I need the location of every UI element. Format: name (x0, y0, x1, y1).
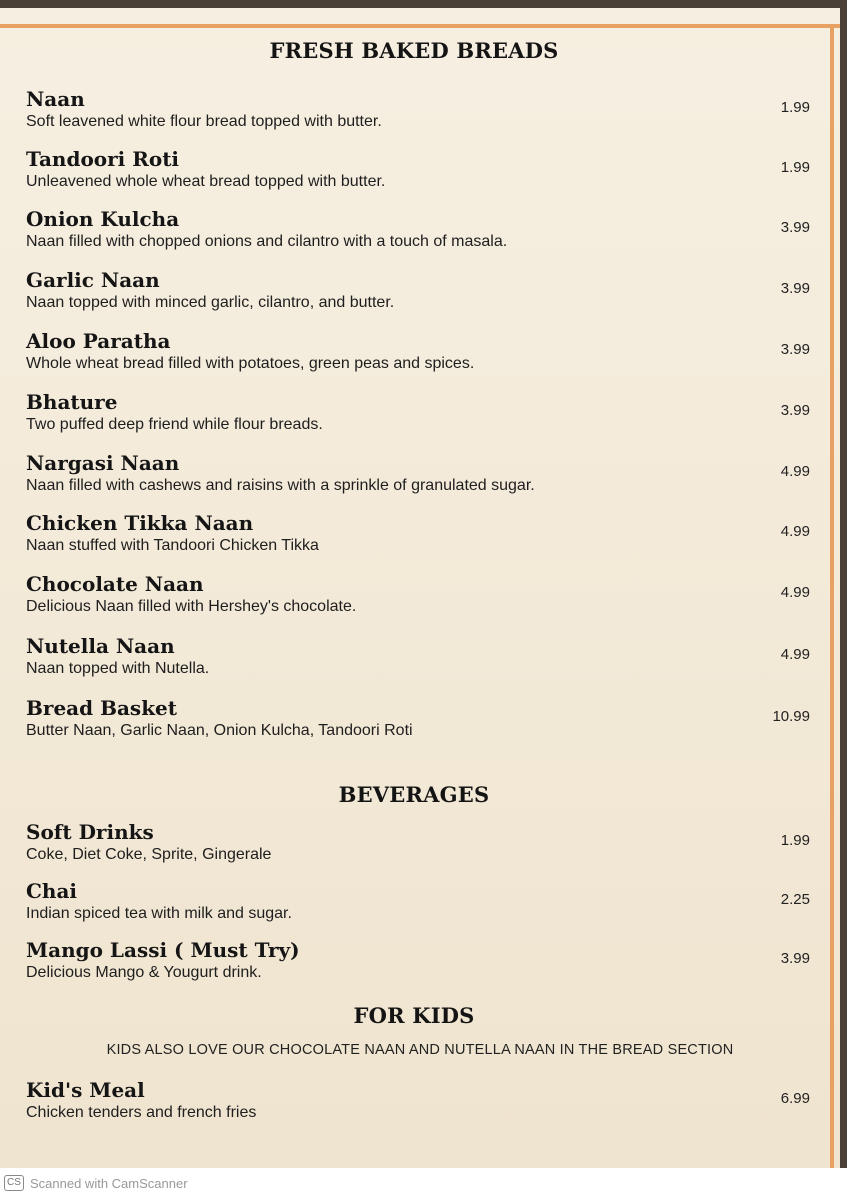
scanner-watermark-text: Scanned with CamScanner (30, 1176, 188, 1191)
menu-item (0, 390, 828, 450)
item-description: Naan topped with Nutella. (26, 660, 210, 677)
menu-item (0, 207, 828, 267)
item-description: Delicious Naan filled with Hershey's chocolate. (26, 598, 357, 615)
kids-note: KIDS ALSO LOVE OUR CHOCOLATE NAAN AND NUTELLA NAAN IN THE BREAD SECTION (106, 1042, 734, 1058)
item-price: 4.99 (780, 463, 810, 480)
item-description: Indian spiced tea with milk and sugar. (26, 905, 292, 922)
item-price: 4.99 (780, 584, 810, 601)
item-description: Whole wheat bread filled with potatoes, green peas and spices. (26, 355, 475, 372)
item-description: Naan filled with chopped onions and cilantro with a touch of masala. (26, 233, 508, 250)
item-name: Garlic Naan (26, 268, 160, 292)
item-name: Onion Kulcha (26, 207, 180, 231)
item-description: Naan stuffed with Tandoori Chicken Tikka (26, 537, 319, 554)
item-name: Chocolate Naan (26, 572, 204, 596)
menu-item (0, 451, 828, 511)
item-description: Two puffed deep friend while flour breads. (26, 416, 323, 433)
item-name: Chicken Tikka Naan (26, 511, 254, 535)
menu-item (0, 268, 828, 328)
item-name: Naan (26, 87, 85, 111)
item-price: 6.99 (780, 1090, 810, 1107)
item-name: Aloo Paratha (26, 329, 171, 353)
item-price: 10.99 (772, 708, 810, 725)
item-price: 1.99 (780, 159, 810, 176)
menu-page (0, 8, 840, 1168)
menu-item (0, 572, 828, 632)
item-description: Butter Naan, Garlic Naan, Onion Kulcha, Tandoori Roti (26, 722, 413, 739)
menu-item (0, 820, 828, 880)
item-name: Mango Lassi ( Must Try) (26, 938, 300, 962)
item-price: 3.99 (780, 219, 810, 236)
item-description: Unleavened whole wheat bread topped with butter. (26, 173, 386, 190)
item-name: Bread Basket (26, 696, 178, 720)
menu-item (0, 87, 828, 147)
section-title-breads: FRESH BAKED BREADS (269, 38, 559, 63)
menu-item (0, 1078, 828, 1138)
item-price: 3.99 (780, 402, 810, 419)
item-description: Chicken tenders and french fries (26, 1104, 257, 1121)
item-price: 1.99 (780, 832, 810, 849)
item-price: 4.99 (780, 646, 810, 663)
item-name: Nargasi Naan (26, 451, 180, 475)
item-description: Naan filled with cashews and raisins with a sprinkle of granulated sugar. (26, 477, 535, 494)
item-name: Kid's Meal (26, 1078, 145, 1102)
menu-item (0, 329, 828, 389)
item-name: Tandoori Roti (26, 147, 180, 171)
item-name: Soft Drinks (26, 820, 154, 844)
item-price: 3.99 (780, 341, 810, 358)
item-name: Chai (26, 879, 78, 903)
item-description: Coke, Diet Coke, Sprite, Gingerale (26, 846, 272, 863)
item-description: Naan topped with minced garlic, cilantro, and butter. (26, 294, 395, 311)
menu-item (0, 879, 828, 939)
menu-item (0, 634, 828, 694)
item-price: 3.99 (780, 280, 810, 297)
menu-item (0, 147, 828, 207)
top-border-rule (0, 24, 840, 28)
item-price: 2.25 (780, 891, 810, 908)
section-title-beverages: BEVERAGES (338, 782, 490, 807)
menu-item (0, 696, 828, 756)
item-price: 1.99 (780, 99, 810, 116)
item-description: Soft leavened white flour bread topped with butter. (26, 113, 382, 130)
menu-item (0, 511, 828, 571)
item-price: 3.99 (780, 950, 810, 967)
item-name: Bhature (26, 390, 118, 414)
section-title-kids: FOR KIDS (353, 1003, 475, 1028)
right-border-rule (830, 24, 834, 1168)
camscanner-logo-icon: CS (4, 1175, 24, 1191)
scanner-footer (0, 1168, 847, 1200)
item-name: Nutella Naan (26, 634, 175, 658)
item-description: Delicious Mango & Yougurt drink. (26, 964, 262, 981)
item-price: 4.99 (780, 523, 810, 540)
menu-item (0, 938, 828, 998)
